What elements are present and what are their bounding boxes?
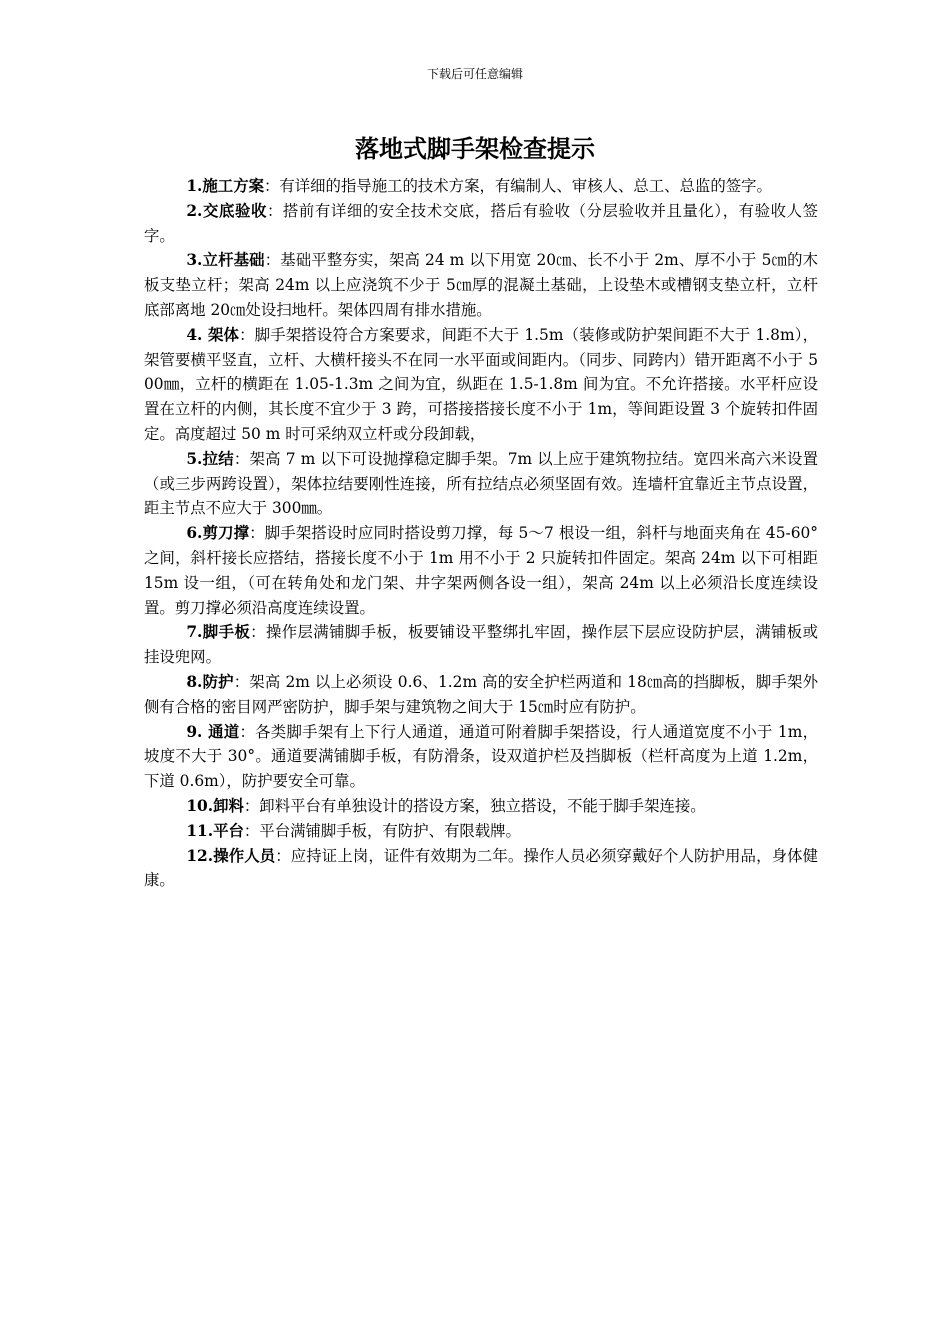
paragraph-construction-plan bbox=[144, 174, 818, 199]
paragraph-label: 1.施工方案 bbox=[186, 177, 264, 195]
paragraph-label: 7.脚手板 bbox=[186, 623, 251, 642]
paragraph-briefing-acceptance bbox=[144, 199, 818, 249]
paragraph-text: ：操作层满铺脚手板，板要铺设平整绑扎牢固，操作层下层应设防护层，满铺板或挂设兜网。 bbox=[144, 623, 818, 667]
paragraph-label: 12.操作人员 bbox=[186, 846, 276, 865]
paragraph-cross-bracing bbox=[144, 521, 818, 620]
paragraph-pole-foundation bbox=[144, 248, 818, 322]
paragraph-label: 10.卸料 bbox=[186, 796, 244, 815]
paragraph-passage bbox=[144, 720, 818, 794]
paragraph-scaffold-boards bbox=[144, 620, 818, 670]
paragraph-label: 8.防护 bbox=[186, 672, 234, 691]
paragraph-text: ：脚手架搭设符合方案要求，间距不大于 1.5m（装修或防护架间距不大于 1.8m），架管要横平竖直，立杆、大横杆接头不在同一水平面或间距内。（同步、同跨内）错开距离不小于 500㎜，立杆的横距在 1.05-1.3m 之间为宜，纵距在 1.5-1.8m 间为宜。不允许搭接。水平杆应设置在立杆的内侧，其长度不宜少于 3 跨，可搭接搭接长度不小于 1m，等间距设置 3 个旋转扣件固定。高度超过 50 m 时可采纳双立杆或分段卸载， bbox=[144, 325, 818, 443]
paragraph-text: ：架高 7 m 以下可设抛撑稳定脚手架。7m 以上应于建筑物拉结。宽四米高六米设置（或三步两跨设置），架体拉结要刚性连接，所有拉结点必须坚固有效。连墙杆宜靠近主节点设置，距主节点不应大于 300㎜。 bbox=[144, 449, 818, 518]
paragraph-text: ：脚手架搭设时应同时搭设剪刀撑，每 5～7 根设一组，斜杆与地面夹角在 45-60°之间，斜杆接长应搭结，搭接长度不小于 1m 用不小于 2 只旋转扣件固定。架高 24m 以下可相距 15m 设一组，（可在转角处和龙门架、井字架两侧各设一组），架高 24m 以上必须沿长度连续设置。剪刀撑必须沿高度连续设置。 bbox=[144, 524, 818, 617]
document-body bbox=[144, 174, 818, 893]
paragraph-tie-connection bbox=[144, 447, 818, 521]
paragraph-operators bbox=[144, 844, 818, 894]
paragraph-text: ：卸料平台有单独设计的搭设方案，独立搭设，不能于脚手架连接。 bbox=[243, 796, 706, 815]
paragraph-text: ：应持证上岗，证件有效期为二年。操作人员必须穿戴好个人防护用品，身体健康。 bbox=[144, 846, 818, 890]
paragraph-unloading bbox=[144, 794, 818, 819]
paragraph-protection bbox=[144, 670, 818, 720]
paragraph-label: 2.交底验收 bbox=[186, 201, 267, 220]
paragraph-text: ：平台满铺脚手板，有防护、有限载牌。 bbox=[243, 821, 521, 840]
paragraph-text: ：基础平整夯实，架高 24 m 以下用宽 20㎝、长不小于 2m、厚不小于 5㎝的木板支垫立杆；架高 24m 以上应浇筑不少于 5㎝厚的混凝土基础，上设垫木或槽钢支垫立杆，立杆底部离地 20㎝处设扫地杆。架体四周有排水措施。 bbox=[144, 251, 818, 319]
paragraph-label: 4. 架体 bbox=[186, 325, 240, 344]
paragraph-label: 9. 通道 bbox=[186, 722, 240, 741]
header-note: 下载后可任意编辑 bbox=[426, 67, 523, 81]
paragraph-text: ：搭前有详细的安全技术交底，搭后有验收（分层验收并且量化），有验收人签字。 bbox=[144, 201, 818, 245]
paragraph-text: ：架高 2m 以上必须设 0.6、1.2m 高的安全护栏两道和 18㎝高的挡脚板，脚手架外侧有合格的密目网严密防护，脚手架与建筑物之间大于 15㎝时应有防护。 bbox=[144, 672, 818, 716]
paragraph-text: ：各类脚手架有上下行人通道，通道可附着脚手架搭设，行人通道宽度不小于 1m，坡度不大于 30°。通道要满铺脚手板，有防滑条，设双道护栏及挡脚板（栏杆高度为上道 1.2m，下道 0.6m），防护要安全可靠。 bbox=[144, 722, 818, 791]
document-title: 落地式脚手架检查提示 bbox=[355, 134, 595, 163]
paragraph-label: 3.立杆基础 bbox=[186, 251, 265, 270]
paragraph-label: 6.剪刀撑 bbox=[186, 524, 250, 543]
paragraph-label: 11.平台 bbox=[186, 821, 244, 840]
paragraph-label: 5.拉结 bbox=[186, 449, 234, 468]
paragraph-platform bbox=[144, 819, 818, 844]
paragraph-text: ：有详细的指导施工的技术方案，有编制人、审核人、总工、总监的签字。 bbox=[263, 177, 772, 195]
paragraph-frame-body bbox=[144, 323, 818, 447]
